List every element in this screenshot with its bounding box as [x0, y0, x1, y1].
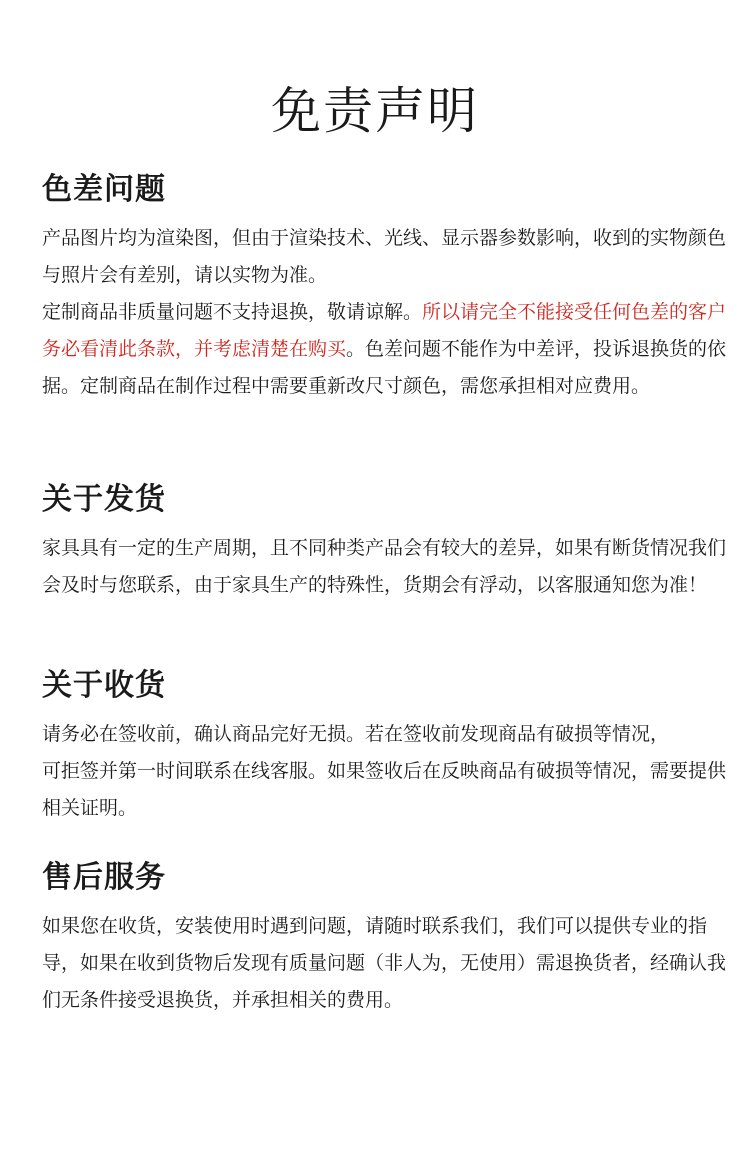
section-heading: 售后服务: [42, 860, 166, 895]
paragraph-text: 定制商品非质量问题不支持退换，敬请谅解。: [42, 301, 423, 323]
section-shipping: [42, 480, 727, 604]
section-color-difference: [42, 170, 727, 405]
section-paragraph: 可拒签并第一时间联系在线客服。如果签收后在反映商品有破损等情况，需要提供相关证明。: [42, 760, 727, 819]
section-after-sales: [42, 858, 727, 1019]
paragraph-text: 。色差问题不能作为中差评，投诉退换货的依据。定制商品在制作过程中需要重新改尺寸颜色，需您承担相对应费用。: [42, 338, 727, 397]
section-heading: 关于收货: [42, 668, 166, 703]
section-heading: 关于发货: [42, 482, 166, 517]
section-paragraph: 产品图片均为渲染图，但由于渲染技术、光线、显示器参数影响，收到的实物颜色与照片会有差别，请以实物为准。: [42, 227, 727, 286]
highlighted-warning-text: 所以请完全不能接受任何色差的客户务必看清此条款，并考虑清楚在购买: [42, 301, 727, 360]
section-receiving: [42, 666, 727, 827]
page-title: 免责声明: [271, 82, 479, 140]
section-paragraph: 请务必在签收前，确认商品完好无损。若在签收前发现商品有破损等情况，: [42, 723, 670, 745]
section-heading: 色差问题: [42, 172, 166, 207]
section-paragraph: [42, 294, 727, 405]
section-paragraph: 家具具有一定的生产周期，且不同种类产品会有较大的差异，如果有断货情况我们会及时与您联系，由于家具生产的特殊性，货期会有浮动，以客服通知您为准！: [42, 537, 727, 596]
section-paragraph: 如果您在收货，安装使用时遇到问题，请随时联系我们，我们可以提供专业的指导，如果在收到货物后发现有质量问题（非人为，无使用）需退换货者，经确认我们无条件接受退换货，并承担相关的费用。: [42, 915, 727, 1011]
